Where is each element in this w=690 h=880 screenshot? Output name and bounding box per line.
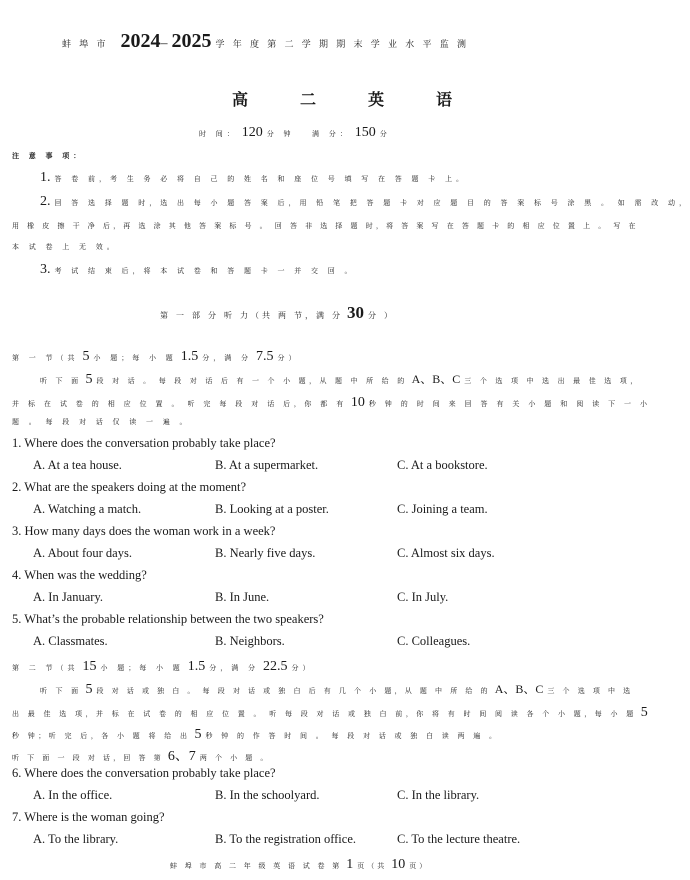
note-2 xyxy=(40,192,690,210)
option-a: A. To the library. xyxy=(33,832,119,846)
question-text: 6. Where does the conversation probably take place? xyxy=(12,766,276,780)
option-b: B. Neighbors. xyxy=(215,634,285,648)
option-a: A. In January. xyxy=(33,590,104,604)
section-2-total-label: 分，满 分 xyxy=(209,664,259,672)
question-text: 4. When was the wedding? xyxy=(12,568,147,582)
section-2-heading xyxy=(12,657,314,675)
note-3-number: 3. xyxy=(40,262,51,277)
note-2-text: 回 答 选 择 题 时，选 出 每 小 题 答 案 后，用 铅 笔 把 答 题 卡 对 应 题 目 的 答 案 标 号 涂 黑 。 如 需 改 动， xyxy=(54,199,690,207)
section-1-label: 第 一 节（共 xyxy=(12,354,79,362)
sec1-text: 听 下 面 xyxy=(40,377,82,385)
time-label: 时 间： xyxy=(199,130,238,138)
option-a: A. In the office. xyxy=(33,788,113,802)
section-2-instruction-2 xyxy=(12,703,648,721)
sec1-text: 三 个 选 项 中 选 出 最 佳 选 项， xyxy=(464,377,641,385)
option-b: B. In the schoolyard. xyxy=(215,788,320,802)
option-b: B. At a supermarket. xyxy=(215,458,319,472)
section-1-total: 7.5 xyxy=(256,349,274,364)
note-2-line-2: 用 橡 皮 擦 干 净 后，再 选 涂 其 他 答 案 标 号 。 回 答 非 选 择 题 时，将 答 案 写 在 答 题 卡 的 相 应 位 置 上 。 写 在 xyxy=(12,222,639,230)
section-1-total-label: 分，满 分 xyxy=(202,354,252,362)
note-3-text: 考 试 结 束 后，将 本 试 卷 和 答 题 卡 一 并 交 回 。 xyxy=(54,267,356,275)
section-2-per-score: 1.5 xyxy=(187,659,206,674)
page-footer xyxy=(170,855,429,873)
time-info xyxy=(199,123,295,141)
section-2-count: 15 xyxy=(82,659,97,674)
option-c: C. Almost six days. xyxy=(397,546,495,560)
option-a: A. Classmates. xyxy=(33,634,108,648)
sec1-text: 段 对 话 。 每 段 对 话 后 有 一 个 小 题，从 题 中 所 给 的 xyxy=(96,377,408,385)
score-unit: 分 xyxy=(379,130,391,138)
option-c: C. Colleagues. xyxy=(397,634,471,648)
sec1-text: 秒 钟 的 时 间 来 回 答 有 关 小 题 和 阅 读 下 一 小 xyxy=(368,400,651,408)
option-b: B. Looking at a poster. xyxy=(215,502,329,516)
footer-text: 页） xyxy=(409,862,430,870)
option-c: C. Joining a team. xyxy=(397,502,488,516)
sec1-options: A、B、C xyxy=(411,372,461,386)
sec2-number: 5 xyxy=(85,682,93,697)
section-2-instruction-4 xyxy=(12,745,271,765)
footer-page: 1 xyxy=(346,857,354,872)
section-2-label: 第 二 节（共 xyxy=(12,664,79,672)
question-text: 1. Where does the conversation probably take place? xyxy=(12,436,276,450)
exam-header xyxy=(62,30,469,53)
sec2-text: 三 个 选 项 中 选 xyxy=(547,687,634,695)
option-c: C. At a bookstore. xyxy=(397,458,488,472)
note-1 xyxy=(40,168,467,186)
footer-text: 蚌 埠 市 高 二 年 级 英 语 试 卷 第 xyxy=(170,862,343,870)
footer-text: 页（共 xyxy=(357,862,388,870)
page-title: 高 二 英 语 xyxy=(232,92,477,109)
question-text: 5. What’s the probable relationship between the two speakers? xyxy=(12,612,324,626)
option-c: C. In July. xyxy=(397,590,449,604)
section-2-unit: 分） xyxy=(291,664,314,672)
sec2-seconds: 5 xyxy=(640,705,648,720)
sec2-text: 秒 钟；听 完 后，各 小 题 将 给 出 xyxy=(12,732,191,740)
section-1-instruction-3: 题 。 每 段 对 话 仅 读 一 遍 。 xyxy=(12,418,191,426)
sec1-number: 5 xyxy=(85,372,93,387)
section-1-unit: 分） xyxy=(277,354,300,362)
header-suffix: 学 年 度 第 二 学 期 期 末 学 业 水 平 监 测 xyxy=(215,39,470,49)
option-c: C. To the lecture theatre. xyxy=(397,832,521,846)
header-year-start: 2024 xyxy=(120,30,161,52)
score-label: 满 分： xyxy=(312,130,351,138)
option-b: B. Nearly five days. xyxy=(215,546,316,560)
score-value: 150 xyxy=(354,125,376,140)
option-a: A. About four days. xyxy=(33,546,132,560)
sec2-question-range: 6、7 xyxy=(167,749,196,764)
section-2-per-label: 小 题；每 小 题 xyxy=(100,664,184,672)
sec2-text: 秒 钟 的 作 答 时 间 。 每 段 对 话 或 独 白 读 两 遍 。 xyxy=(205,732,500,740)
note-1-number: 1. xyxy=(40,170,51,185)
sec2-text: 听 下 面 xyxy=(40,687,82,695)
question-text: 2. What are the speakers doing at the moment? xyxy=(12,480,247,494)
time-unit: 分 钟 xyxy=(266,130,295,138)
section-1-per-score: 1.5 xyxy=(180,349,199,364)
part-1-score: 30 xyxy=(347,303,364,322)
section-2-instruction-3 xyxy=(12,725,500,743)
option-a: A. Watching a match. xyxy=(33,502,142,516)
note-1-text: 答 卷 前，考 生 务 必 将 自 己 的 姓 名 和 座 位 号 填 写 在 答 题 卡 上。 xyxy=(54,175,467,183)
option-b: B. To the registration office. xyxy=(215,832,356,846)
part-1-unit: 分 ） xyxy=(368,311,395,320)
section-1-per-label: 小 题；每 小 题 xyxy=(93,354,177,362)
header-year-end: 2025 xyxy=(171,30,212,52)
note-2-line-3: 本 试 卷 上 无 效。 xyxy=(12,243,118,251)
question-text: 3. How many days does the woman work in a week? xyxy=(12,524,276,538)
option-a: A. At a tea house. xyxy=(33,458,122,472)
section-1-heading xyxy=(12,347,300,365)
option-c: C. In the library. xyxy=(397,788,480,802)
note-3 xyxy=(40,260,356,278)
part-1-label: 第 一 部 分 听 力（共 两 节，满 分 xyxy=(160,311,343,320)
section-2-instruction-1 xyxy=(40,680,633,698)
footer-total: 10 xyxy=(391,857,406,872)
section-2-total: 22.5 xyxy=(263,659,288,674)
section-1-count: 5 xyxy=(82,349,90,364)
sec2-text: 出 最 佳 选 项，并 标 在 试 卷 的 相 应 位 置 。 听 每 段 对 话 或 独 白 前，你 将 有 时 间 阅 读 各 个 小 题，每 小 题 xyxy=(12,710,637,718)
header-prefix: 蚌 埠 市 xyxy=(62,39,109,49)
sec2-options: A、B、C xyxy=(494,682,544,696)
sec1-seconds: 10 xyxy=(350,395,365,410)
sec2-text: 两 个 小 题 。 xyxy=(199,754,271,762)
time-value: 120 xyxy=(241,125,263,140)
section-1-instruction-1 xyxy=(40,370,641,388)
sec2-text: 听 下 面 一 段 对 话，回 答 第 xyxy=(12,754,164,762)
score-info xyxy=(312,123,391,141)
part-1-heading xyxy=(160,303,395,323)
note-2-number: 2. xyxy=(40,194,51,209)
sec2-seconds: 5 xyxy=(194,727,202,742)
sec1-text: 并 标 在 试 卷 的 相 应 位 置 。 听 完 每 段 对 话 后，你 都 有 xyxy=(12,400,347,408)
option-b: B. In June. xyxy=(215,590,270,604)
question-text: 7. Where is the woman going? xyxy=(12,810,165,824)
section-1-instruction-2 xyxy=(12,393,651,411)
header-dash: – xyxy=(160,36,168,51)
notes-heading: 注 意 事 项： xyxy=(12,152,85,160)
sec2-text: 段 对 话 或 独 白 。 每 段 对 话 或 独 白 后 有 几 个 小 题，从 题 中 所 给 的 xyxy=(96,687,491,695)
